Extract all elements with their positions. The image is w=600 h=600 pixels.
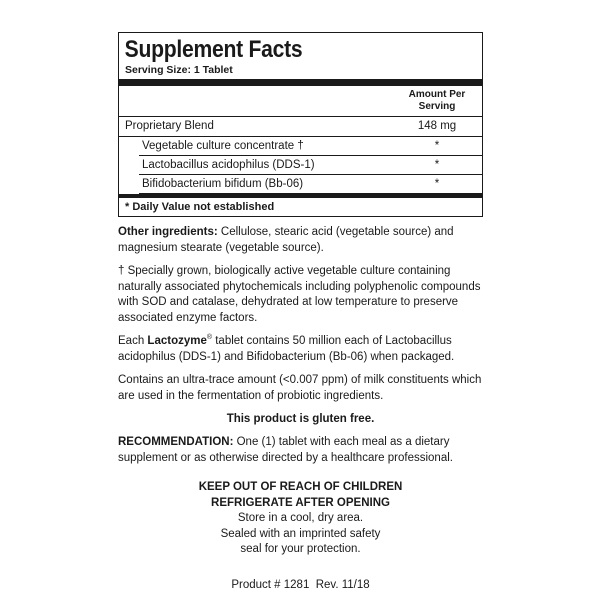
amount-header-line1: Amount Per: [408, 89, 466, 100]
other-ingredients-label: Other ingredients:: [118, 226, 218, 238]
facts-row: [119, 117, 482, 137]
facts-row: [119, 156, 482, 175]
gluten-free-statement: This product is gluten free.: [226, 413, 375, 425]
facts-row-label: Bifidobacterium bifidum (Bb-06): [142, 178, 304, 190]
facts-row-label: Proprietary Blend: [125, 120, 214, 132]
facts-row-label: Lactobacillus acidophilus (DDS-1): [142, 159, 315, 171]
facts-row-amount: *: [434, 140, 440, 152]
milk-constituents-note: Contains an ultra-trace amount (<0.007 ppm) of milk constituents which are used in the fermentation of probiotic ingredients.: [118, 374, 482, 402]
thick-divider: [119, 79, 482, 86]
facts-row-amount: 148 mg: [417, 120, 457, 132]
facts-title: Supplement Facts: [124, 36, 303, 63]
warning-children: KEEP OUT OF REACH OF CHILDREN: [198, 481, 403, 493]
other-ingredients-text: Cellulose, stearic acid (vegetable source) and magnesium stearate (vegetable source).: [118, 226, 454, 254]
amount-header-line2: Serving: [418, 101, 456, 112]
product-number: Product # 1281 Rev. 11/18: [231, 578, 370, 591]
recommendation: [118, 435, 483, 466]
daily-value-footnote: * Daily Value not established: [125, 201, 275, 213]
recommendation-text: One (1) tablet with each meal as a dietary supplement or as otherwise directed by a healthcare professional.: [118, 436, 453, 464]
facts-row: [119, 175, 482, 194]
each-tablet-note: [118, 334, 483, 365]
amount-header-row: [119, 86, 482, 117]
facts-row-amount: *: [434, 178, 440, 190]
each-tablet-text: tablet contains 50 million each of Lactobacillus acidophilus (DDS-1) and Bifidobacterium (Bb-06) when packaged.: [118, 335, 455, 363]
storage-note: Store in a cool, dry area.: [237, 512, 364, 524]
warnings-block: [118, 480, 483, 558]
amount-per-serving-header: [407, 89, 467, 113]
recommendation-label: RECOMMENDATION:: [118, 436, 234, 448]
registered-mark: ®: [206, 334, 213, 341]
seal-note-line1: Sealed with an imprinted safety: [220, 527, 381, 540]
each-prefix: Each: [118, 335, 148, 347]
label-content: [118, 32, 483, 593]
brand-name: Lactozyme: [147, 335, 207, 347]
facts-row-label: Vegetable culture concentrate †: [142, 140, 304, 152]
facts-row: [119, 137, 482, 156]
warning-refrigerate: REFRIGERATE AFTER OPENING: [211, 496, 390, 509]
facts-row-amount: *: [434, 159, 440, 171]
serving-size: Serving Size: 1 Tablet: [125, 64, 233, 76]
dagger-note: † Specially grown, biologically active vegetable culture containing naturally associated phytochemicals including polyphenolic compounds with SOD and catalase, dehydrated at low temperature to preserve associated enzyme factors.: [118, 265, 481, 324]
other-ingredients: [118, 225, 483, 256]
supplement-facts-panel: [118, 32, 483, 217]
seal-note-line2: seal for your protection.: [240, 543, 361, 555]
